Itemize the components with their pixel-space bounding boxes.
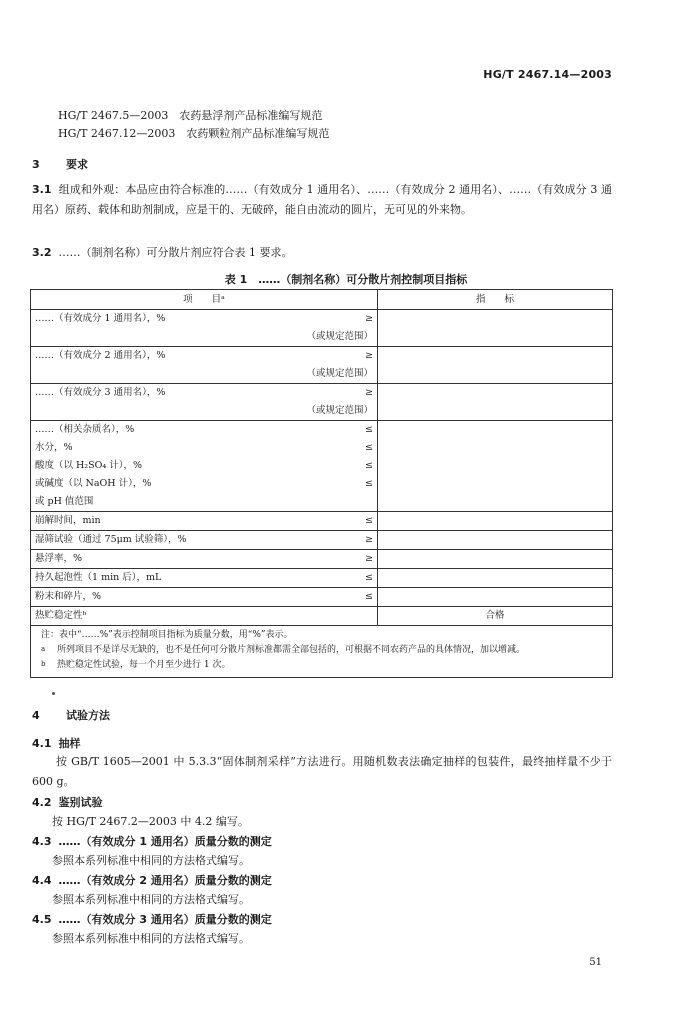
clause-text: ……（制剂名称）可分散片剂应符合表 1 要求。 bbox=[58, 246, 293, 259]
item-label: 持久起泡性（1 min 后），mL bbox=[35, 572, 162, 583]
clause-number: 4.1 bbox=[32, 737, 52, 750]
paragraph bbox=[32, 243, 612, 263]
item-value bbox=[378, 550, 613, 569]
table-row bbox=[31, 347, 613, 384]
item-sublabel: （或规定范围） bbox=[306, 368, 373, 379]
clause-number: 4.5 bbox=[32, 913, 52, 926]
item-label: ……（有效成分 2 通用名），% bbox=[35, 350, 166, 361]
item-label: ……（有效成分 3 通用名），% bbox=[35, 387, 166, 398]
item-value bbox=[378, 588, 613, 607]
footnote-mark: a bbox=[41, 645, 46, 653]
item-symbol: ≤ bbox=[365, 424, 373, 435]
item-symbol: ≤ bbox=[365, 442, 373, 453]
item-symbol: ≤ bbox=[365, 515, 373, 526]
item-label: 或 pH 值范围 bbox=[35, 496, 94, 507]
section-title: 试验方法 bbox=[66, 709, 110, 722]
subsection-heading bbox=[32, 735, 81, 751]
table-row bbox=[31, 588, 613, 607]
paragraph: 参照本系列标准中相同的方法格式编写。 bbox=[52, 854, 250, 867]
section-heading bbox=[32, 707, 110, 723]
item-symbol: ≤ bbox=[365, 572, 373, 583]
footnote-a bbox=[41, 643, 606, 658]
item-label: 粉末和碎片，% bbox=[35, 591, 102, 602]
clause-number: 3.1 bbox=[32, 183, 52, 196]
item-symbol: ≥ bbox=[365, 350, 373, 361]
clause-number: 4.2 bbox=[32, 796, 52, 809]
table-note: 注：表中“……%”表示控制项目指标为质量分数，用“%”表示。 bbox=[41, 630, 293, 640]
table-notes-row bbox=[31, 626, 613, 678]
item-value bbox=[378, 531, 613, 550]
section-title: 要求 bbox=[66, 158, 88, 171]
item-value bbox=[378, 310, 613, 347]
section-number: 3 bbox=[32, 158, 40, 171]
item-sublabel: （或规定范围） bbox=[306, 331, 373, 342]
col-header-value: 指 标 bbox=[378, 290, 613, 310]
item-symbol: ≤ bbox=[365, 478, 373, 489]
paragraph: 参照本系列标准中相同的方法格式编写。 bbox=[52, 932, 250, 945]
item-label: 悬浮率，% bbox=[35, 553, 83, 564]
clause-title: ……（有效成分 2 通用名）质量分数的测定 bbox=[58, 874, 272, 887]
table-row bbox=[31, 384, 613, 421]
item-symbol: ≤ bbox=[365, 460, 373, 471]
item-label: 或碱度（以 NaOH 计），% bbox=[35, 478, 152, 489]
footnote-b bbox=[41, 658, 606, 673]
item-value bbox=[378, 512, 613, 531]
table-caption: 表 1 ……（制剂名称）可分散片剂控制项目指标 bbox=[224, 273, 468, 286]
paragraph: 按 GB/T 1605—2001 中 5.3.3“固体制剂采样”方法进行。用随机数表法确定抽样的包装件，最终抽样量不少于 600 g。 bbox=[32, 755, 612, 788]
item-symbol: ≥ bbox=[365, 553, 373, 564]
item-symbol: ≥ bbox=[365, 534, 373, 545]
clause-text: 组成和外观：本品应由符合标准的……（有效成分 1 通用名）、……（有效成分 2 通用名）、……（有效成分 3 通用名）原药、载体和助剂制成，应是干的、无破碎，能自由流动的圆片，无可见的外来物。 bbox=[32, 183, 612, 216]
item-label: 水分，% bbox=[35, 442, 73, 453]
clause-title: ……（有效成分 3 通用名）质量分数的测定 bbox=[58, 913, 272, 926]
reference-line: HG/T 2467.12—2003 农药颗粒剂产品标准编写规范 bbox=[58, 127, 330, 140]
col-header-item: 项 目ᵃ bbox=[31, 290, 378, 310]
clause-number: 4.3 bbox=[32, 835, 52, 848]
table-row bbox=[31, 310, 613, 347]
clause-number: 3.2 bbox=[32, 246, 52, 259]
item-label: ……（有效成分 1 通用名），% bbox=[35, 313, 166, 324]
page-number: 51 bbox=[589, 957, 602, 968]
item-value bbox=[378, 384, 613, 421]
footnote-text: 所列项目不是详尽无缺的，也不是任何可分散片剂标准都需全部包括的，可根据不同农药产品的具体情况，加以增减。 bbox=[57, 645, 526, 655]
section-heading bbox=[32, 156, 88, 172]
item-label: 酸度（以 H₂SO₄ 计），% bbox=[35, 460, 143, 471]
standard-header: HG/T 2467.14—2003 bbox=[483, 68, 612, 81]
item-symbol: ≥ bbox=[365, 387, 373, 398]
item-value bbox=[378, 347, 613, 384]
table-row bbox=[31, 512, 613, 531]
item-value bbox=[378, 421, 613, 512]
scan-speck bbox=[52, 692, 55, 695]
item-symbol: ≥ bbox=[365, 313, 373, 324]
item-label: 热贮稳定性ᵇ bbox=[35, 610, 87, 621]
table-row bbox=[31, 421, 613, 512]
item-label: ……（相关杂质名），% bbox=[35, 424, 135, 435]
item-sublabel: （或规定范围） bbox=[306, 405, 373, 416]
paragraph bbox=[32, 180, 612, 220]
item-value: 合格 bbox=[378, 607, 613, 626]
item-value bbox=[378, 569, 613, 588]
table-row bbox=[31, 607, 613, 626]
clause-number: 4.4 bbox=[32, 874, 52, 887]
clause-title: ……（有效成分 1 通用名）质量分数的测定 bbox=[58, 835, 272, 848]
footnote-text: 热贮稳定性试验，每一个月至少进行 1 次。 bbox=[57, 660, 231, 670]
subsection-heading bbox=[32, 833, 272, 849]
subsection-heading bbox=[32, 911, 272, 927]
table-row bbox=[31, 569, 613, 588]
item-label: 湿筛试验（通过 75μm 试验筛），% bbox=[35, 534, 187, 545]
paragraph: 按 HG/T 2467.2—2003 中 4.2 编写。 bbox=[52, 815, 249, 828]
clause-title: 抽样 bbox=[58, 737, 81, 750]
item-label: 崩解时间，min bbox=[35, 515, 101, 526]
table-header-row bbox=[31, 290, 613, 310]
section-number: 4 bbox=[32, 709, 40, 722]
reference-line: HG/T 2467.5—2003 农药悬浮剂产品标准编写规范 bbox=[58, 109, 323, 122]
footnote-mark: b bbox=[41, 660, 46, 668]
spec-table bbox=[30, 289, 613, 678]
subsection-heading bbox=[32, 794, 103, 810]
table-row bbox=[31, 531, 613, 550]
clause-title: 鉴别试验 bbox=[58, 796, 103, 809]
paragraph: 参照本系列标准中相同的方法格式编写。 bbox=[52, 893, 250, 906]
item-symbol: ≤ bbox=[365, 591, 373, 602]
table-row bbox=[31, 550, 613, 569]
subsection-heading bbox=[32, 872, 272, 888]
